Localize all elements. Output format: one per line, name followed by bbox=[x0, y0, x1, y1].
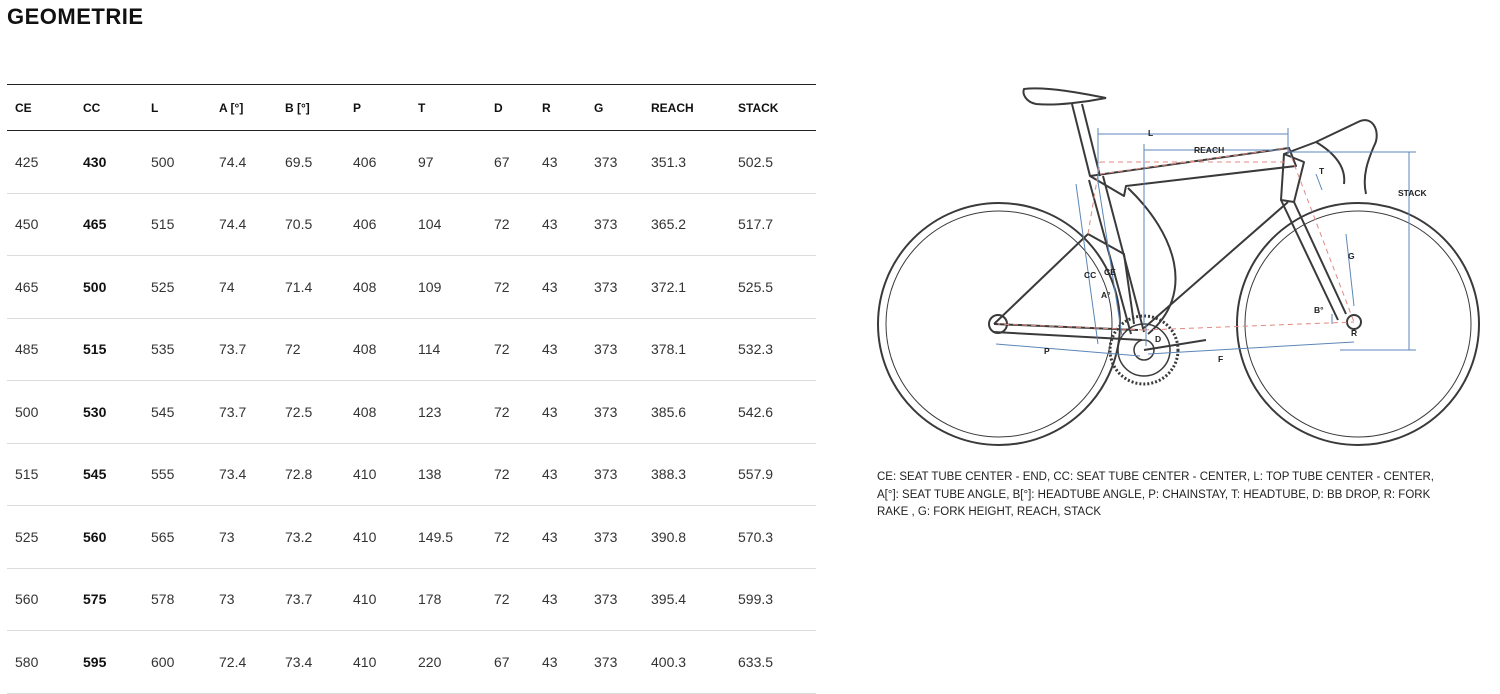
cell-l: 578 bbox=[151, 568, 219, 631]
label-r: R bbox=[1351, 328, 1358, 338]
cell-d: 72 bbox=[494, 381, 542, 444]
cell-cc: 530 bbox=[83, 381, 151, 444]
column-header-ce: CE bbox=[7, 85, 83, 131]
label-t: T bbox=[1319, 166, 1325, 176]
cell-l: 565 bbox=[151, 506, 219, 569]
cell-t: 104 bbox=[418, 193, 494, 256]
table-row bbox=[7, 631, 816, 694]
cell-ce: 515 bbox=[7, 443, 83, 506]
cell-stack: 532.3 bbox=[738, 318, 816, 381]
front-wheel bbox=[1237, 203, 1479, 445]
cell-r: 43 bbox=[542, 631, 594, 694]
column-header-r: R bbox=[542, 85, 594, 131]
cell-t: 149.5 bbox=[418, 506, 494, 569]
cell-reach: 351.3 bbox=[651, 131, 738, 194]
label-ce: CE bbox=[1104, 267, 1116, 277]
column-header-a: A [°] bbox=[219, 85, 285, 131]
cell-b: 72.8 bbox=[285, 443, 353, 506]
cell-t: 114 bbox=[418, 318, 494, 381]
column-header-d: D bbox=[494, 85, 542, 131]
cell-cc: 575 bbox=[83, 568, 151, 631]
cell-g: 373 bbox=[594, 506, 651, 569]
cell-stack: 599.3 bbox=[738, 568, 816, 631]
cell-l: 535 bbox=[151, 318, 219, 381]
cell-l: 515 bbox=[151, 193, 219, 256]
cell-t: 109 bbox=[418, 256, 494, 319]
cell-g: 373 bbox=[594, 318, 651, 381]
cell-stack: 517.7 bbox=[738, 193, 816, 256]
cell-cc: 430 bbox=[83, 131, 151, 194]
cell-r: 43 bbox=[542, 318, 594, 381]
cell-a: 73 bbox=[219, 506, 285, 569]
bike-geometry-diagram bbox=[876, 84, 1482, 454]
cell-p: 406 bbox=[353, 131, 418, 194]
column-header-p: P bbox=[353, 85, 418, 131]
cell-l: 555 bbox=[151, 443, 219, 506]
cell-p: 406 bbox=[353, 193, 418, 256]
cell-b: 73.4 bbox=[285, 631, 353, 694]
cell-r: 43 bbox=[542, 381, 594, 444]
cell-r: 43 bbox=[542, 256, 594, 319]
cell-d: 72 bbox=[494, 318, 542, 381]
cell-reach: 378.1 bbox=[651, 318, 738, 381]
table-row bbox=[7, 318, 816, 381]
label-b: B° bbox=[1314, 305, 1324, 315]
cell-stack: 570.3 bbox=[738, 506, 816, 569]
cell-t: 123 bbox=[418, 381, 494, 444]
cell-g: 373 bbox=[594, 568, 651, 631]
cell-l: 500 bbox=[151, 131, 219, 194]
label-f: F bbox=[1218, 354, 1224, 364]
cell-d: 72 bbox=[494, 443, 542, 506]
table-row bbox=[7, 568, 816, 631]
cell-a: 73.7 bbox=[219, 318, 285, 381]
cell-ce: 450 bbox=[7, 193, 83, 256]
cell-l: 600 bbox=[151, 631, 219, 694]
cell-p: 410 bbox=[353, 568, 418, 631]
label-a: A° bbox=[1101, 290, 1111, 300]
cell-cc: 560 bbox=[83, 506, 151, 569]
cell-g: 373 bbox=[594, 131, 651, 194]
cell-a: 72.4 bbox=[219, 631, 285, 694]
cell-ce: 580 bbox=[7, 631, 83, 694]
cell-a: 73.7 bbox=[219, 381, 285, 444]
cell-g: 373 bbox=[594, 443, 651, 506]
cell-reach: 395.4 bbox=[651, 568, 738, 631]
cell-reach: 385.6 bbox=[651, 381, 738, 444]
column-header-cc: CC bbox=[83, 85, 151, 131]
cell-d: 72 bbox=[494, 568, 542, 631]
label-p: P bbox=[1044, 346, 1050, 356]
cell-cc: 595 bbox=[83, 631, 151, 694]
label-l: L bbox=[1148, 128, 1154, 138]
column-header-t: T bbox=[418, 85, 494, 131]
cell-p: 408 bbox=[353, 318, 418, 381]
cell-l: 525 bbox=[151, 256, 219, 319]
cell-d: 72 bbox=[494, 506, 542, 569]
cell-ce: 485 bbox=[7, 318, 83, 381]
cell-d: 72 bbox=[494, 256, 542, 319]
cell-stack: 633.5 bbox=[738, 631, 816, 694]
cell-cc: 545 bbox=[83, 443, 151, 506]
cell-stack: 557.9 bbox=[738, 443, 816, 506]
cell-stack: 542.6 bbox=[738, 381, 816, 444]
cell-t: 138 bbox=[418, 443, 494, 506]
cell-b: 72.5 bbox=[285, 381, 353, 444]
table-row bbox=[7, 381, 816, 444]
cell-t: 178 bbox=[418, 568, 494, 631]
cell-cc: 515 bbox=[83, 318, 151, 381]
column-header-stack: STACK bbox=[738, 85, 816, 131]
cell-p: 408 bbox=[353, 381, 418, 444]
table-row bbox=[7, 443, 816, 506]
cell-g: 373 bbox=[594, 631, 651, 694]
label-stack: STACK bbox=[1398, 188, 1427, 198]
cell-b: 70.5 bbox=[285, 193, 353, 256]
cell-b: 69.5 bbox=[285, 131, 353, 194]
cell-a: 74.4 bbox=[219, 131, 285, 194]
label-reach: REACH bbox=[1194, 145, 1225, 155]
cell-p: 410 bbox=[353, 443, 418, 506]
saddle-seatpost bbox=[1024, 88, 1107, 176]
cell-b: 73.2 bbox=[285, 506, 353, 569]
column-header-reach: REACH bbox=[651, 85, 738, 131]
geometry-legend: CE: SEAT TUBE CENTER - END, CC: SEAT TUBE CENTER - CENTER, L: TOP TUBE CENTER - CENTER, A[°]: SEAT TUBE ANGLE, B[°]: HEADTUBE ANGLE, P: CHAINSTAY, T: HEADTUBE, D: BB DROP, R: FORK RAKE , G: FORK HEIGHT, REACH, STACK bbox=[877, 471, 1434, 518]
chainring bbox=[1110, 316, 1206, 384]
cell-reach: 365.2 bbox=[651, 193, 738, 256]
column-header-l: L bbox=[151, 85, 219, 131]
cell-g: 373 bbox=[594, 381, 651, 444]
cell-p: 408 bbox=[353, 256, 418, 319]
cell-ce: 465 bbox=[7, 256, 83, 319]
cell-stack: 502.5 bbox=[738, 131, 816, 194]
cell-a: 73 bbox=[219, 568, 285, 631]
cell-p: 410 bbox=[353, 631, 418, 694]
cell-t: 220 bbox=[418, 631, 494, 694]
cell-ce: 560 bbox=[7, 568, 83, 631]
cell-ce: 425 bbox=[7, 131, 83, 194]
cell-r: 43 bbox=[542, 193, 594, 256]
label-d: D bbox=[1155, 334, 1162, 344]
cell-b: 71.4 bbox=[285, 256, 353, 319]
cell-stack: 525.5 bbox=[738, 256, 816, 319]
cell-reach: 388.3 bbox=[651, 443, 738, 506]
page-title: GEOMETRIE bbox=[7, 4, 144, 29]
cell-t: 97 bbox=[418, 131, 494, 194]
cell-b: 73.7 bbox=[285, 568, 353, 631]
cell-d: 67 bbox=[494, 631, 542, 694]
cell-r: 43 bbox=[542, 443, 594, 506]
label-cc: CC bbox=[1084, 270, 1097, 280]
label-g: G bbox=[1348, 251, 1355, 261]
cell-a: 74 bbox=[219, 256, 285, 319]
cell-a: 74.4 bbox=[219, 193, 285, 256]
cell-ce: 500 bbox=[7, 381, 83, 444]
cell-reach: 372.1 bbox=[651, 256, 738, 319]
cell-g: 373 bbox=[594, 256, 651, 319]
cell-reach: 390.8 bbox=[651, 506, 738, 569]
table-row bbox=[7, 193, 816, 256]
cell-reach: 400.3 bbox=[651, 631, 738, 694]
cell-b: 72 bbox=[285, 318, 353, 381]
table-row bbox=[7, 131, 816, 194]
cell-a: 73.4 bbox=[219, 443, 285, 506]
cell-d: 67 bbox=[494, 131, 542, 194]
cell-cc: 500 bbox=[83, 256, 151, 319]
cell-d: 72 bbox=[494, 193, 542, 256]
cell-cc: 465 bbox=[83, 193, 151, 256]
cell-r: 43 bbox=[542, 131, 594, 194]
cell-r: 43 bbox=[542, 568, 594, 631]
column-header-g: G bbox=[594, 85, 651, 131]
table-row bbox=[7, 256, 816, 319]
column-header-b: B [°] bbox=[285, 85, 353, 131]
geometry-table bbox=[7, 84, 816, 694]
cell-g: 373 bbox=[594, 193, 651, 256]
cell-p: 410 bbox=[353, 506, 418, 569]
cell-l: 545 bbox=[151, 381, 219, 444]
table-header-row bbox=[7, 85, 816, 131]
cell-ce: 525 bbox=[7, 506, 83, 569]
cell-r: 43 bbox=[542, 506, 594, 569]
bike-frame bbox=[989, 148, 1361, 340]
table-row bbox=[7, 506, 816, 569]
